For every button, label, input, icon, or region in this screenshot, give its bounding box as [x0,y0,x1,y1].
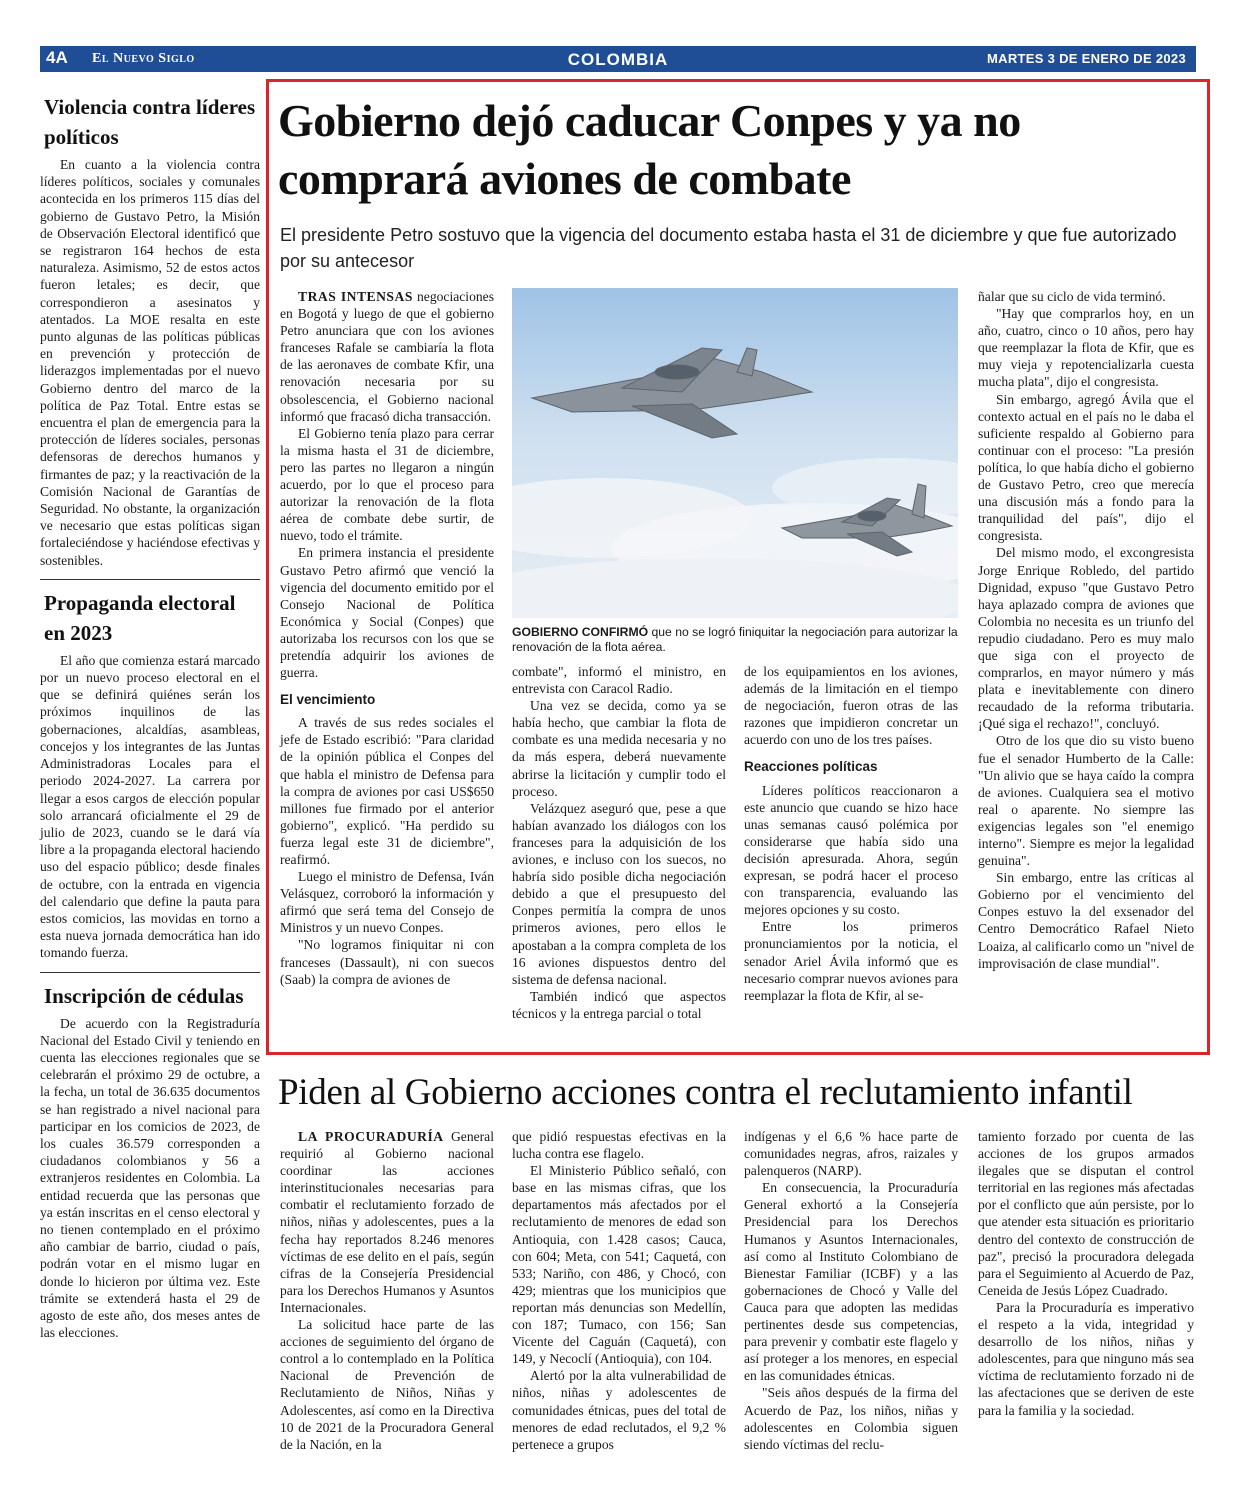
subheading: Reacciones políticas [744,759,878,775]
sidebar-title-1: Violencia contra líderes políticos [44,95,256,149]
sidebar-body-3: De acuerdo con la Registraduría Nacional del Estado Civil y teniendo en cuenta las elecciones regionales que se celebrarán el próximo 29 de octubre, a la fecha, un total de 36.635 documentos se han registrado a nivel nacional para participar en los comicios de 2023, de los cuales 36.579 corresponden a ciudadanos colombianos y 56 a extranjeros residentes en Colombia. La entidad recuerda que las personas que ya están inscritas en el censo electoral y no tienen contemplado en el próximo año cambiar de barrio, ciudad o país, podrán votar en el mismo lugar en donde lo hicieron por última vez. Este trámite se extenderá hasta el 29 de agosto de este año, dos meses antes de las elecciones. [40,1015,260,1341]
sidebar-title-2: Propaganda electoral en 2023 [44,590,236,645]
page-number: 4A [46,48,68,67]
fighter-jets-photo [512,288,958,618]
sidebar-divider [40,972,260,973]
sidebar-body-2: El año que comienza estará marcado por un nuevo proceso electoral en el que se definirá quiénes serán los próximos inquilinos de las gobernaciones, alcaldías, asambleas, concejos y los integrantes de las Juntas Administradoras Locales para el periodo 2024-2027. La carrera por llegar a esos cargos de elección popular solo arrancará oficialmente el 29 de julio de 2023, cuando se le dará vía libre a la propaganda electoral haciendo uso del espacio público; desde finales de octubre, con la entrada en vigencia del calendario que define la pauta para estos comicios, las movidas en torno a esta nueva jornada democrática han ido tomando fuerza. [40,652,260,961]
newspaper-brand: El Nuevo Siglo [92,51,195,66]
lead-in: TRAS INTENSAS [298,289,413,304]
subheading: El vencimiento [280,692,376,708]
sidebar [40,92,260,1341]
second-column-4: tamiento forzado por cuenta de las acciones de los grupos armados ilegales que se disputan el control territorial en las regiones más afectadas por el conflicto que aún persiste, por lo que atender esta situación es prioritario dentro del contexto de construcción de paz", precisó la procuradora delegada para el Seguimiento al Acuerdo de Paz, Ceneida de Jesús López Cuadrado. Para la Procuraduría es imperativo el respeto a la vida, integridad y desarrollo de los niños, niñas y adolescentes, para que ninguno más sea víctima de reclutamiento forzado ni de las afectaciones que se deriven de este para la familia y la sociedad. [978,1129,1194,1418]
caption-lead: GOBIERNO CONFIRMÓ [512,625,649,639]
second-column-3: indígenas y el 6,6 % hace parte de comunidades negras, afros, raizales y palenqueros (NARP). En consecuencia, la Procuraduría General exhortó a la Consejería Presidencial para los Derechos Humanos y Asuntos Internacionales, así como al Instituto Colombiano de Bienestar Familiar (ICBF) y a las gobernaciones de Chocó y Valle del Cauca para que adopten las medidas pertinentes desde sus competencias, para prevenir y combatir este flagelo y así proteger a los menores, en especial en las comunidades étnicas. "Seis años después de la firma del Acuerdo de Paz, los niños, niñas y adolescentes en Colombia siguen siendo víctimas del reclu- [744,1129,958,1452]
issue-date: MARTES 3 DE ENERO DE 2023 [987,51,1186,66]
main-column-3: de los equipamientos en los aviones, además de la limitación en el tiempo de negociación, fueron otras de las razones que impidieron concretar un acuerdo con uno de los tres países. Reacciones políticas Líderes políticos reaccionaron a este anuncio que cuando se hizo hace unas semanas causó polémica por considerarse que había sido una decisión apresurada. Ahora, según expresan, se podrá hacer el proceso con transparencia, evaluando las mejores opciones y su costo. Entre los primeros pronunciamientos por la noticia, el senador Ariel Ávila informó que es necesario comprar nuevos aviones para reemplazar la flota de Kfir, al se- [744,664,958,1003]
main-subheadline: El presidente Petro sostuvo que la vigencia del documento estaba hasta el 31 de diciembre y que fue autorizado por su antecesor [280,225,1177,271]
second-headline: Piden al Gobierno acciones contra el reclutamiento infantil [278,1072,1133,1113]
main-column-2: combate", informó el ministro, en entrevista con Caracol Radio. Una vez se decida, como ya se había hecho, que cambiar la flota de combate es una medida necesaria y no da más espera, deberá nuevamente abrirse la licitación y cumplir todo el proceso. Velázquez aseguró que, pese a que habían avanzado los diálogos con los franceses para la adquisición de los aviones, e incluso con los suecos, no habría sido posible dicha negociación debido a que el presupuesto del Conpes permitía la compra de unos primeros aviones, pero ellos le apostaban a la compra completa de los 16 aviones dispuestos dentro del sistema de defensa nacional. También indicó que aspectos técnicos y la entrega parcial o total [512,664,726,1021]
second-column-1: LA PROCURADURÍA General requirió al Gobierno nacional coordinar las acciones interinstitucionales necesarias para combatir el reclutamiento forzado de niños, niñas y adolescentes, pues a la fecha hay reportados 8.246 menores víctimas de ese delito en el país, según cifras de la Consejería Presidencial para los Derechos Humanos y Asuntos Internacionales. La solicitud hace parte de las acciones de seguimiento del órgano de control a lo contemplado en la Política Nacional de Prevención de Reclutamiento de Niños, Niñas y Adolescentes, así como en la Directiva 10 de 2021 de la Procuradora General de la Nación, en la [280,1129,494,1452]
main-headline: Gobierno dejó caducar Conpes y ya no comprará aviones de combate [278,95,1021,204]
sidebar-divider [40,579,260,580]
main-column-4: ñalar que su ciclo de vida terminó. "Hay que comprarlos hoy, en un año, cuatro, cinco o 10 años, pero hay que reemplazar la flota de Kfir, que es muy vieja y repotencializarla cuesta mucha plata", dijo el congresista. Sin embargo, agregó Ávila que el contexto actual en el país no le daba el suficiente respaldo al Gobierno para continuar con el proceso: "La presión política, lo que había dicho el gobierno de Gustavo Petro, creo que merecía una discusión más a fondo para la tranquilidad del país", dijo el congresista. Del mismo modo, el excongresista Jorge Enrique Robledo, del partido Dignidad, expuso "que Gustavo Petro haya aplazado compra de aviones que Colombia no necesita es un triunfo del repudio ciudadano. Pero es muy malo que siga con el proyecto de comprarlos, en mayor número y más plata e inevitablemente con dinero recaudado de la reforma tributaria. ¡Qué siga el rechazo!", concluyó. Otro de los que dio su visto bueno fue el senador Humberto de la Calle: "Un alivio que se haya caído la compra de aviones. Cualquiera sea el motivo real o aparente. No siempre las exigencias legales son "el enemigo interno". Siempre es mejor la legalidad genuina". Sin embargo, entre las críticas al Gobierno por el vencimiento del Conpes estuvo la del exsenador del Centro Democrático Rafael Nieto Loaiza, al calificarlo como un "nivel de improvisación de clase mundial". [978,289,1194,971]
lead-in: LA PROCURADURÍA [298,1129,444,1144]
sidebar-title-3: Inscripción de cédulas [44,983,244,1008]
main-column-1: TRAS INTENSAS negociaciones en Bogotá y luego de que el gobierno Petro anunciara que con los aviones franceses Rafale se cambiaría la flota de las aeronaves de combate Kfir, una renovación necesaria por su obsolescencia, el Gobierno nacional informó que fracasó dicha transacción. El Gobierno tenía plazo para cerrar la misma hasta el 31 de diciembre, pero las partes no llegaron a ningún acuerdo, por lo que el proceso para autorizar la renovación de la flota aérea de combate debe surtir, de nuevo, todo el trámite. En primera instancia el presidente Gustavo Petro afirmó que venció la vigencia del documento emitido por el Consejo Nacional de Política Económica y Social (Conpes) que autorizaba los recursos con los que se pretendía adquirir los aviones de guerra. El vencimiento A través de sus redes sociales el jefe de Estado escribió: "Para claridad de la opinión pública el Conpes del que habla el ministro de Defensa para la compra de aviones por casi US$650 millones fue firmado por el anterior gobierno", explicó. "Ha perdido su fuerza legal este 31 de diciembre", reafirmó. Luego el ministro de Defensa, Iván Velásquez, corroboró la información y afirmó que será tema del Consejo de Ministros y un nuevo Conpes. "No logramos finiquitar ni con franceses (Dassault), ni con suecos (Saab) la compra de aviones de [280,289,494,987]
section-name: COLOMBIA [567,50,669,69]
photo-caption [512,625,958,655]
second-column-2: que pidió respuestas efectivas en la lucha contra ese flagelo. El Ministerio Público señaló, con base en las mismas cifras, que los departamentos más afectados por el reclutamiento de menores de edad son Antioquia, con 1.428 casos; Cauca, con 604; Meta, con 541; Caquetá, con 533; Nariño, con 486, y Chocó, con 429; mientras que los municipios que reportan más denuncias son Medellín, con 187; Tumaco, con 156; San Vicente del Caguán (Caquetá), con 149, y Necoclí (Antioquia), con 104. Alertó por la alta vulnerabilidad de niños, niñas y adolescentes de comunidades étnicas, pues del total de menores de edad reclutados, el 9,2 % pertenece a grupos [512,1129,726,1452]
sidebar-body-1: En cuanto a la violencia contra líderes políticos, sociales y comunales acontecida en los primeros 115 días del gobierno de Gustavo Petro, la Misión de Observación Electoral identificó que se registraron 164 hechos de esta naturaleza. Asimismo, 52 de estos actos fueron letales; es decir, que correspondieron a asesinatos y atentados. La MOE resalta en este punto algunas de las políticas públicas en prevención y protección de liderazgos implementadas por el nuevo Gobierno dentro del marco de la política de Paz Total. Entre estas se encuentra el plan de emergencia para la protección de líderes sociales, personas defensoras de derechos humanos y firmantes de paz; y la reactivación de la Comisión Nacional de Garantías de Seguridad. No obstante, la organización ve necesario que estas políticas sigan fortaleciéndose y haciéndose efectivas y sostenibles. [40,157,260,568]
page-header-bar [40,46,1196,72]
caption-text: que no se logró finiquitar la negociación para autorizar la renovación de la flota aérea. [512,625,958,654]
